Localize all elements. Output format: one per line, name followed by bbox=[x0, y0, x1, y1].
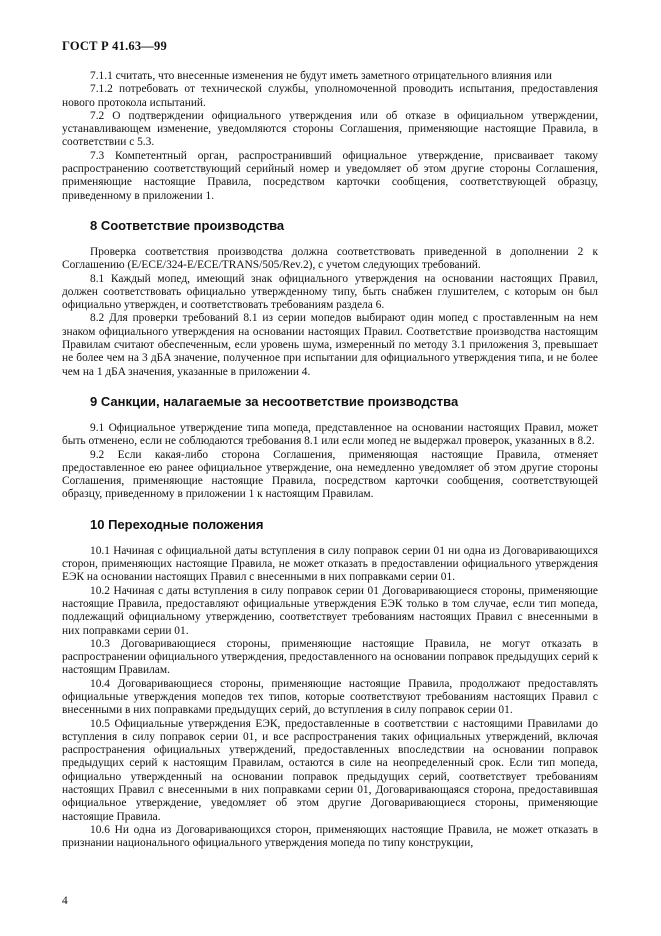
section-heading: 9 Санкции, налагаемые за несоответствие производства bbox=[90, 393, 459, 409]
section-heading: 10 Переходные положения bbox=[90, 516, 264, 532]
paragraph: 9.1 Официальное утверждение типа мопеда, представленное на основании настоящих Правил, может быть отменено, если не соблюдаются требования 8.1 или если мопед не выдержал проверок, указанных в 8.2. bbox=[62, 421, 598, 448]
paragraph: 8.1 Каждый мопед, имеющий знак официального утверждения на основании настоящих Правил, должен соответствовать официально утвержденному типу, быть снабжен глушителем, с которым он был официально утвержден, и соответствовать требованиям раздела 6. bbox=[62, 272, 598, 312]
paragraph: 10.6 Ни одна из Договаривающихся сторон, применяющих настоящие Правила, не может отказать в признании национального официального утверждения мопеда по типу конструкции, bbox=[62, 823, 598, 850]
paragraph: Проверка соответствия производства должна соответствовать приведенной в дополнении 2 к Соглашению (E/ECE/324-E/ECE/TRANS/505/Rev.2), с учетом следующих требований. bbox=[62, 245, 598, 272]
document-body bbox=[62, 70, 598, 851]
paragraph: 9.2 Если какая-либо сторона Соглашения, применяющая настоящие Правила, отменяет предоставленное ею ранее официальное утверждение, она немедленно уведомляет об этом другие стороны Соглашения, применяющие настоящие Правила, посредством карточки сообщения, соответствующей образцу, приведенному в приложении 1 к настоящим Правилам. bbox=[62, 448, 598, 501]
paragraph: 10.2 Начиная с даты вступления в силу поправок серии 01 Договаривающиеся стороны, применяющие настоящие Правила, предоставляют официальные утверждения ЕЭК только в том случае, если тип мопеда, подлежащий официальному утверждению, соответствует требованиям настоящих Правил с внесенными в них поправками серии 01. bbox=[62, 584, 598, 637]
paragraph: 10.4 Договаривающиеся стороны, применяющие настоящие Правила, продолжают предоставлять официальные утверждения мопедов тех типов, которые соответствуют требованиям настоящих Правил с внесенными в них поправками предыдущих серий, до вступления в силу поправок серии 01. bbox=[62, 677, 598, 717]
paragraph: 7.2 О подтверждении официального утверждения или об отказе в официальном утверждении, устанавливающем изменение, уведомляются стороны Соглашения, применяющие настоящие Правила, в соответствии с 5.3. bbox=[62, 109, 598, 149]
paragraph: 8.2 Для проверки требований 8.1 из серии мопедов выбирают один мопед с проставленным на нем знаком официального утверждения на основании настоящих Правил. Соответствие производства настоящим Правилам считают обеспеченным, если уровень шума, измеренный по методу 3.1 приложения 3, превышает не более чем на 3 дБA значение, полученное при испытании для официального утверждения типа, и не более чем на 1 дБA значения, указанные в приложении 4. bbox=[62, 312, 598, 378]
paragraph: 7.3 Компетентный орган, распространивший официальное утверждение, присваивает такому распространению соответствующий серийный номер и уведомляет об этом другие стороны Соглашения, применяющие настоящие Правила, посредством карточки сообщения, соответствующей образцу, приведенному в приложении 1. bbox=[62, 149, 598, 202]
paragraph: 10.1 Начиная с официальной даты вступления в силу поправок серии 01 ни одна из Договаривающихся сторон, применяющих настоящие Правила, не может отказать в предоставлении официального утверждения ЕЭК на основании настоящих Правил с внесенными в них поправками серии 01. bbox=[62, 544, 598, 584]
page-number: 4 bbox=[62, 895, 68, 907]
document-code: ГОСТ Р 41.63—99 bbox=[62, 39, 167, 53]
section-heading: 8 Соответствие производства bbox=[90, 217, 285, 233]
paragraph: 7.1.1 считать, что внесенные изменения не будут иметь заметного отрицательного влияния или bbox=[90, 70, 552, 82]
paragraph: 10.3 Договаривающиеся стороны, применяющие настоящие Правила, не могут отказать в распространении официального утверждения, предоставленного на основании поправок предыдущих серий к настоящим Правилам. bbox=[62, 637, 598, 677]
paragraph: 7.1.2 потребовать от технической службы, уполномоченной проводить испытания, предоставления нового протокола испытаний. bbox=[62, 83, 598, 109]
paragraph: 10.5 Официальные утверждения ЕЭК, предоставленные в соответствии с настоящими Правилами до вступления в силу поправок серии 01, и все распространения таких официальных утверждений, включая распространения официальных утверждений, предоставленных впоследствии на основании поправок предыдущих серий к настоящим Правилам, остаются в силе на неопределенный срок. Если тип мопеда, официально утвержденный на основании поправок предыдущих серий, соответствует требованиям настоящих Правил с внесенными в них поправками серии 01, Договаривающаяся сторона, предоставившая официальное утверждение, уведомляет об этом другие Договаривающиеся стороны, применяющие настоящие Правила. bbox=[62, 717, 598, 823]
